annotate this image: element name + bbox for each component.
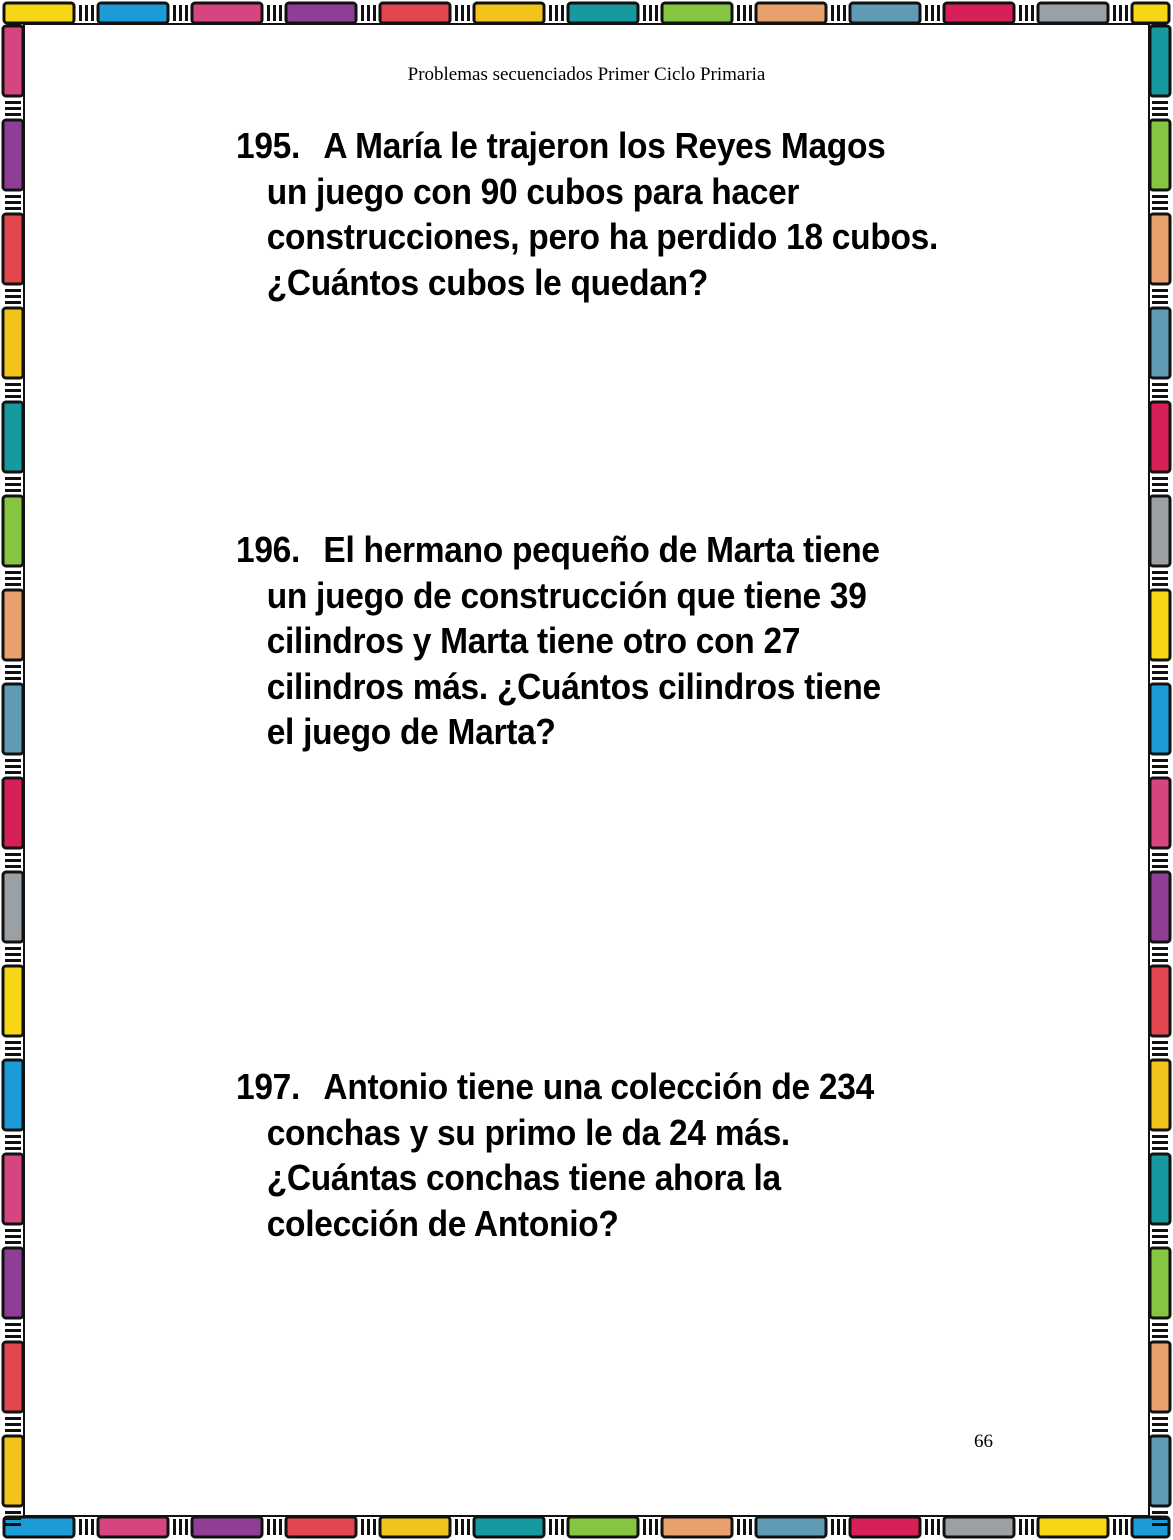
border-segment — [749, 1519, 752, 1535]
border-segment — [3, 1436, 23, 1506]
border-segment — [749, 5, 752, 21]
border-segment — [743, 5, 746, 21]
border-segment — [5, 771, 21, 774]
border-segment — [3, 496, 23, 566]
border-segment — [1152, 1235, 1168, 1238]
border-segment — [467, 1519, 470, 1535]
border-segment — [3, 120, 23, 190]
border-segment — [98, 3, 168, 23]
border-segment — [5, 1053, 21, 1056]
border-segment — [267, 1519, 270, 1535]
border-segment — [1125, 5, 1128, 21]
border-segment — [1152, 765, 1168, 768]
border-segment — [831, 5, 834, 21]
problem-number: 195. — [236, 125, 301, 166]
border-segment — [3, 684, 23, 754]
border-segment — [5, 1517, 21, 1520]
border-segment — [5, 853, 21, 856]
border-segment — [367, 5, 370, 21]
border-segment — [1125, 1519, 1128, 1535]
border-segment — [373, 1519, 376, 1535]
problem-196 — [236, 527, 943, 755]
border-segment — [1152, 1323, 1168, 1326]
border-segment — [737, 1519, 740, 1535]
border-segment — [361, 1519, 364, 1535]
border-segment — [273, 1519, 276, 1535]
border-segment — [843, 5, 846, 21]
border-segment — [1152, 483, 1168, 486]
border-segment — [1132, 3, 1169, 23]
border-segment — [3, 308, 23, 378]
border-segment — [1152, 1053, 1168, 1056]
border-segment — [467, 5, 470, 21]
border-segment — [1152, 113, 1168, 116]
border-segment — [1152, 959, 1168, 962]
border-segment — [5, 665, 21, 668]
border-segment — [1150, 1342, 1170, 1412]
border-segment — [5, 947, 21, 950]
border-segment — [1025, 5, 1028, 21]
border-segment — [5, 1235, 21, 1238]
border-segment — [380, 1517, 450, 1537]
border-segment — [91, 5, 94, 21]
border-segment — [173, 5, 176, 21]
border-segment — [944, 3, 1014, 23]
border-segment — [5, 1523, 21, 1526]
problem-text-line: ¿Cuántos cubos le quedan? — [266, 261, 709, 303]
problem-first-line — [236, 123, 943, 169]
border-segment — [5, 383, 21, 386]
border-segment — [1025, 1519, 1028, 1535]
border-segment — [561, 1519, 564, 1535]
border-segment — [1150, 1436, 1170, 1506]
border-segment — [643, 1519, 646, 1535]
border-segment — [361, 5, 364, 21]
problem-number: 196. — [236, 529, 301, 570]
border-segment — [1150, 496, 1170, 566]
border-segment — [1152, 853, 1168, 856]
border-segment — [5, 1141, 21, 1144]
border-segment — [5, 113, 21, 116]
border-segment — [655, 5, 658, 21]
border-segment — [3, 1248, 23, 1318]
border-segment — [1152, 665, 1168, 668]
border-segment — [279, 1519, 282, 1535]
problem-first-line — [236, 527, 943, 573]
border-segment — [1152, 571, 1168, 574]
border-segment — [367, 1519, 370, 1535]
border-segment — [5, 583, 21, 586]
border-segment — [1150, 1060, 1170, 1130]
border-segment — [3, 872, 23, 942]
border-segment — [5, 953, 21, 956]
border-segment — [273, 5, 276, 21]
border-segment — [1152, 1241, 1168, 1244]
border-segment — [1152, 107, 1168, 110]
border-segment — [1152, 759, 1168, 762]
border-segment — [1119, 1519, 1122, 1535]
border-segment — [5, 1041, 21, 1044]
border-segment — [937, 5, 940, 21]
border-segment — [1152, 1429, 1168, 1432]
problem-text-line: construcciones, pero ha perdido 18 cubos. — [266, 216, 939, 257]
page-number: 66 — [974, 1431, 993, 1452]
border-segment — [1152, 947, 1168, 950]
border-segment — [5, 1335, 21, 1338]
page-header: Problemas secuenciados Primer Ciclo Primaria — [407, 64, 766, 85]
border-segment — [1152, 301, 1168, 304]
problem-text-line: ¿Cuántas conchas tiene ahora la — [266, 1157, 781, 1198]
border-segment — [1152, 583, 1168, 586]
border-segment — [649, 1519, 652, 1535]
border-segment — [1031, 1519, 1034, 1535]
border-segment — [5, 1135, 21, 1138]
border-segment — [286, 1517, 356, 1537]
border-segment — [455, 5, 458, 21]
border-segment — [1152, 577, 1168, 580]
border-segment — [5, 577, 21, 580]
border-segment — [568, 1517, 638, 1537]
border-segment — [5, 389, 21, 392]
border-segment — [5, 865, 21, 868]
border-segment — [474, 3, 544, 23]
border-segment — [91, 1519, 94, 1535]
border-segment — [1152, 1511, 1168, 1514]
border-segment — [373, 5, 376, 21]
border-segment — [655, 1519, 658, 1535]
border-segment — [843, 1519, 846, 1535]
border-segment — [5, 859, 21, 862]
border-segment — [1113, 5, 1116, 21]
border-segment — [1150, 778, 1170, 848]
border-segment — [1152, 201, 1168, 204]
border-segment — [944, 1517, 1014, 1537]
border-segment — [5, 959, 21, 962]
border-segment — [79, 1519, 82, 1535]
border-segment — [1019, 1519, 1022, 1535]
border-segment — [1152, 1147, 1168, 1150]
border-segment — [5, 483, 21, 486]
border-segment — [5, 1429, 21, 1432]
border-segment — [179, 1519, 182, 1535]
border-segment — [643, 5, 646, 21]
border-segment — [1150, 120, 1170, 190]
border-segment — [831, 1519, 834, 1535]
border-segment — [3, 214, 23, 284]
problem-text-line: cilindros más. ¿Cuántos cilindros tiene — [266, 665, 881, 707]
border-segment — [1152, 295, 1168, 298]
border-segment — [1152, 207, 1168, 210]
border-segment — [5, 759, 21, 762]
border-segment — [1152, 1047, 1168, 1050]
border-segment — [461, 5, 464, 21]
border-segment — [1150, 214, 1170, 284]
problem-first-line — [236, 1064, 943, 1110]
border-segment — [549, 5, 552, 21]
border-segment — [5, 677, 21, 680]
border-segment — [5, 571, 21, 574]
border-segment — [1038, 3, 1108, 23]
border-segment — [3, 1154, 23, 1224]
problem-text-line: Antonio tiene una colección de 234 — [323, 1066, 874, 1107]
problem-text-line: el juego de Marta? — [266, 711, 556, 752]
border-segment — [279, 5, 282, 21]
border-segment — [3, 966, 23, 1036]
border-segment — [662, 1517, 732, 1537]
border-segment — [1150, 1154, 1170, 1224]
border-segment — [1152, 671, 1168, 674]
border-segment — [185, 5, 188, 21]
problem-text-line: un juego de construcción que tiene 39 — [266, 574, 867, 616]
border-segment — [179, 5, 182, 21]
border-segment — [85, 5, 88, 21]
border-segment — [286, 3, 356, 23]
border-segment — [1152, 1041, 1168, 1044]
border-segment — [5, 301, 21, 304]
problem-text-line: A María le trajeron los Reyes Magos — [323, 125, 886, 166]
problem-text-line: conchas y su primo le da 24 más. — [266, 1111, 790, 1153]
border-segment — [1152, 865, 1168, 868]
border-segment — [561, 5, 564, 21]
border-segment — [1152, 677, 1168, 680]
border-segment — [1150, 1248, 1170, 1318]
border-segment — [5, 1423, 21, 1426]
border-segment — [5, 489, 21, 492]
border-segment — [5, 765, 21, 768]
border-segment — [5, 477, 21, 480]
border-segment — [662, 3, 732, 23]
border-segment — [4, 3, 74, 23]
border-segment — [1150, 966, 1170, 1036]
border-segment — [1150, 872, 1170, 942]
border-segment — [5, 1323, 21, 1326]
border-segment — [1152, 389, 1168, 392]
border-segment — [1152, 1517, 1168, 1520]
border-segment — [474, 1517, 544, 1537]
border-segment — [3, 590, 23, 660]
border-segment — [1152, 1229, 1168, 1232]
border-segment — [931, 1519, 934, 1535]
border-segment — [568, 3, 638, 23]
border-segment — [1031, 5, 1034, 21]
border-segment — [5, 671, 21, 674]
border-segment — [380, 3, 450, 23]
border-segment — [1119, 5, 1122, 21]
border-segment — [3, 778, 23, 848]
border-segment — [79, 5, 82, 21]
border-segment — [5, 289, 21, 292]
border-segment — [737, 5, 740, 21]
border-segment — [5, 107, 21, 110]
border-segment — [743, 1519, 746, 1535]
border-segment — [1152, 1423, 1168, 1426]
problem-text-line: cilindros y Marta tiene otro con 27 — [266, 620, 801, 661]
border-segment — [5, 1229, 21, 1232]
border-segment — [850, 3, 920, 23]
border-segment — [1152, 1141, 1168, 1144]
border-segment — [1152, 953, 1168, 956]
border-segment — [756, 1517, 826, 1537]
border-segment — [267, 5, 270, 21]
border-segment — [3, 402, 23, 472]
border-segment — [850, 1517, 920, 1537]
border-segment — [1152, 1417, 1168, 1420]
border-segment — [931, 5, 934, 21]
border-segment — [1152, 1329, 1168, 1332]
border-segment — [937, 1519, 940, 1535]
border-segment — [1152, 771, 1168, 774]
border-segment — [1150, 308, 1170, 378]
border-segment — [192, 3, 262, 23]
border-segment — [5, 1147, 21, 1150]
border-segment — [1152, 395, 1168, 398]
border-segment — [555, 1519, 558, 1535]
border-segment — [461, 1519, 464, 1535]
border-segment — [5, 1329, 21, 1332]
border-segment — [1152, 101, 1168, 104]
border-segment — [173, 1519, 176, 1535]
border-segment — [1152, 289, 1168, 292]
border-segment — [185, 1519, 188, 1535]
border-segment — [925, 5, 928, 21]
border-segment — [3, 1342, 23, 1412]
border-segment — [1152, 859, 1168, 862]
border-segment — [1152, 195, 1168, 198]
border-segment — [1113, 1519, 1116, 1535]
border-segment — [549, 1519, 552, 1535]
border-segment — [5, 195, 21, 198]
border-segment — [555, 5, 558, 21]
border-segment — [5, 1241, 21, 1244]
border-segment — [756, 3, 826, 23]
border-segment — [5, 101, 21, 104]
border-segment — [1019, 5, 1022, 21]
border-segment — [85, 1519, 88, 1535]
border-segment — [5, 1511, 21, 1514]
problem-text-line: un juego con 90 cubos para hacer — [266, 170, 800, 212]
border-segment — [1152, 1523, 1168, 1526]
border-segment — [925, 1519, 928, 1535]
problem-number: 197. — [236, 1066, 301, 1107]
border-segment — [1150, 402, 1170, 472]
border-segment — [1150, 684, 1170, 754]
border-segment — [837, 5, 840, 21]
border-segment — [5, 1417, 21, 1420]
problem-195 — [236, 123, 943, 305]
border-segment — [1150, 590, 1170, 660]
border-segment — [192, 1517, 262, 1537]
border-segment — [98, 1517, 168, 1537]
border-segment — [5, 395, 21, 398]
border-segment — [1152, 1135, 1168, 1138]
border-segment — [3, 1060, 23, 1130]
border-segment — [1152, 477, 1168, 480]
border-segment — [1152, 489, 1168, 492]
problem-text-line: colección de Antonio? — [266, 1202, 619, 1244]
border-segment — [5, 1047, 21, 1050]
border-segment — [837, 1519, 840, 1535]
problem-text-line: El hermano pequeño de Marta tiene — [323, 529, 880, 570]
problem-197 — [236, 1064, 943, 1246]
border-segment — [1152, 1335, 1168, 1338]
border-segment — [649, 5, 652, 21]
border-segment — [5, 207, 21, 210]
border-segment — [5, 295, 21, 298]
border-segment — [1038, 1517, 1108, 1537]
border-segment — [1152, 383, 1168, 386]
border-segment — [5, 201, 21, 204]
border-segment — [455, 1519, 458, 1535]
